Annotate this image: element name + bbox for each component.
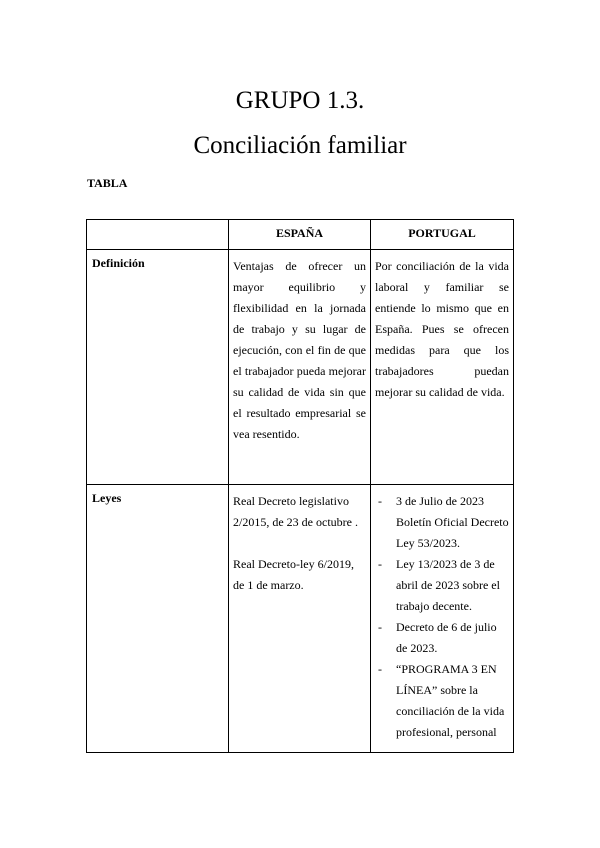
espana-law-2: Real Decreto-ley 6/2019, de 1 de marzo. [233,557,354,592]
group-title: GRUPO 1.3. [235,87,365,114]
bullet-dash: - [378,620,382,634]
header-portugal: PORTUGAL [371,220,514,250]
row-label-leyes: Leyes [87,485,229,753]
portugal-law-4: “PROGRAMA 3 EN LÍNEA” sobre la conciliación de la vida profesional, personal [396,662,505,739]
header-empty-cell [87,220,229,250]
espana-law-1: Real Decreto legislativo 2/2015, de 23 de octubre . [233,494,358,529]
header-espana: ESPAÑA [229,220,371,250]
bullet-dash: - [378,557,382,571]
cell-definicion-espana: Ventajas de ofrecer un mayor equilibrio y flexibilidad en la jornada de trabajo y su lugar de ejecución, con el fin de que el trabajador pueda mejorar su calidad de vida sin que el resultado empresarial se vea resentido. [229,250,371,485]
table-header-row [87,220,514,250]
table-row-definicion [87,250,514,485]
cell-leyes-portugal [371,485,514,753]
list-item [375,659,509,743]
portugal-law-2: Ley 13/2023 de 3 de abril de 2023 sobre el trabajo decente. [396,557,500,613]
portugal-law-3: Decreto de 6 de julio de 2023. [396,620,497,655]
section-label: TABLA [87,176,128,190]
cell-definicion-portugal: Por conciliación de la vida laboral y familiar se entiende lo mismo que en España. Pues se ofrecen medidas para que los trabajadores puedan mejorar su calidad de vida. [371,250,514,485]
list-item [375,617,509,659]
topic-title: Conciliación familiar [193,132,407,159]
list-item [375,491,509,554]
bullet-dash: - [378,494,382,508]
portugal-law-1: 3 de Julio de 2023 Boletín Oficial Decreto Ley 53/2023. [396,494,509,550]
list-item [375,554,509,617]
cell-leyes-espana [229,485,371,753]
table-row-leyes [87,485,514,753]
portugal-law-list [375,491,509,743]
comparison-table [86,219,514,753]
row-label-definicion: Definición [87,250,229,485]
bullet-dash: - [378,662,382,676]
